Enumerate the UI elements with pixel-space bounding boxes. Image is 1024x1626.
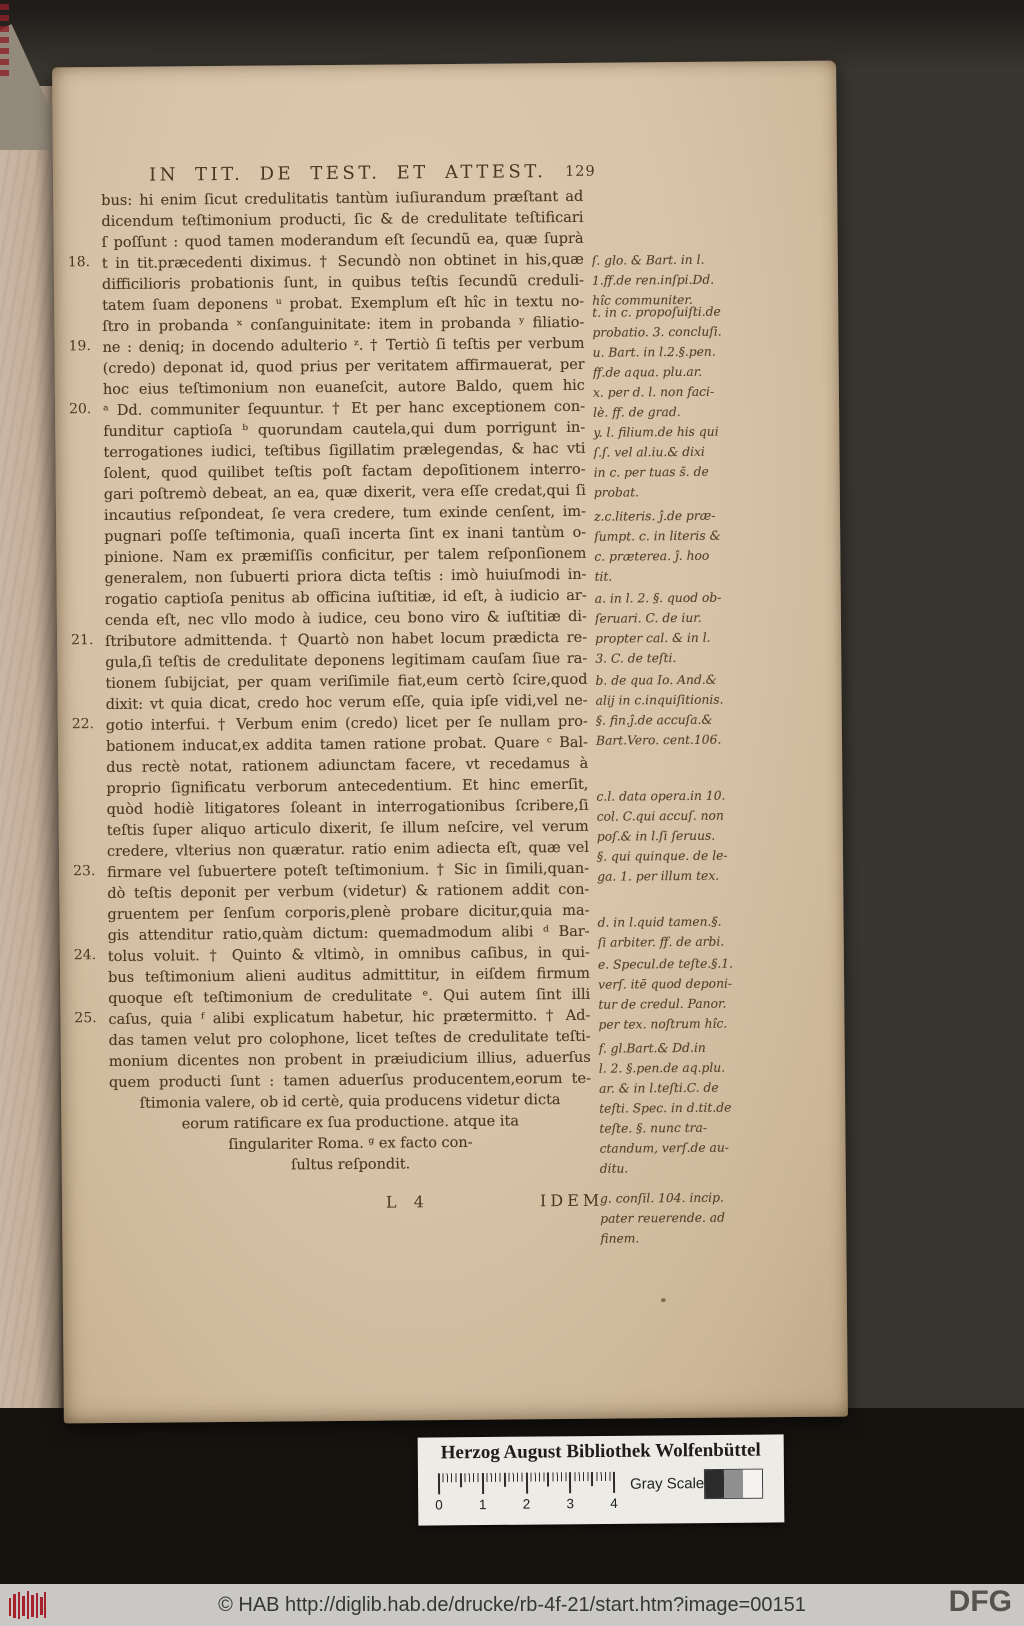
margin-note-line: ff.de aqua. plu.ar. [592,364,703,380]
body-line: bus teſtimonium alieni auditus admittitur, in eiſdem firmum [107,965,591,986]
margin-note-line: ga. 1. per illum tex. [597,868,720,884]
body-line: ſtributore admittenda. † Quartò non habet locum prædicta re- [105,629,588,651]
body-line: ſingulariter Roma. ᵍ ex facto con- [228,1134,473,1153]
margin-note-block [595,587,776,669]
paragraph-number: 23. [73,863,96,880]
body-line: gotio interfui. † Verbum enim (credo) licet per ſe nullam pro- [105,713,588,735]
margin-note-line: poſ.& in l.ſi ſeruus. [596,828,716,844]
body-line: ne : deniq; in docendo adulterio ᶻ. † Tertiò ſi teſtis per verbum [102,335,585,357]
margin-note-line: y. l. filium.de his qui [593,424,719,440]
margin-note-line: d. in l.quid tamen.§. [597,914,722,930]
body-line: dus rectè notat, rationem adiunctam facere, vt recedamus à [106,755,589,777]
body-lines [101,187,592,1178]
margin-note-line: §. fin.ĵ.de accuſa.& [595,712,713,728]
ruler-major-tick [438,1473,440,1494]
margin-note-line: x. per d. l. non faci- [592,384,715,400]
margin-note-line: lè. ff. de grad. [593,404,681,420]
ruler-medium-tick [547,1472,549,1486]
margin-note-line: t. in c. propoſuiſti.de [592,304,721,320]
body-line: ſolent, quod quilibet teſtis poſt factam depoſitionem interro- [103,461,586,483]
paragraph-number: 18. [67,254,91,271]
signature-mark: L 4 [385,1192,430,1212]
margin-note-line: ſeruari. C. de iur. [594,610,702,626]
body-line: tatem ſuam deponens ᵘ probat. Exemplum eſt hîc in textu no- [102,293,585,315]
margin-note-line: §. qui quinque. de le- [596,848,728,864]
body-line: funditur captioſa ᵇ quorundam cautela,qui dum porrigunt in- [103,419,586,441]
body-line: tolus voluit. † Quinto & vltimò, in omnibus caſibus, in qui- [107,944,590,965]
body-line: teſtis ſuper aliquo articulo dixerit, ſe illum neſcire, vel verum [106,818,589,839]
library-name: Herzog August Bibliothek Wolfenbüttel [440,1439,761,1464]
margin-note-block [594,505,775,587]
signature-line [110,1190,604,1219]
margin-note-line: verſ. itē quod deponi- [598,976,733,992]
ruler-major-tick [482,1473,484,1494]
margin-note-line: l. 2. §.pen.de aq.plu. [598,1060,726,1076]
paper-speck [661,1298,666,1302]
catchword: IDEM [539,1190,604,1211]
margin-note-line: b. de qua Io. And.& [595,672,717,688]
margin-note-block [597,911,777,953]
margin-note-line: propter cal. & in l. [595,630,711,646]
body-line: bationem inducat,ex addita tamen ratione probat. Quare ᶜ Bal- [105,734,589,756]
body-line: rogatio captioſa penitus ab officina iuſtitiæ, id eſt, à iudicio ar- [104,587,587,609]
page-number: 129 [564,163,596,180]
gray-scale-square [743,1470,762,1498]
margin-note-line: col. C.qui accuſ. non [596,808,724,824]
paragraph-number: 19. [68,338,91,355]
margin-note-line: c. præterea. ĵ. hoo [594,548,710,564]
margin-note-block [598,953,779,1035]
body-line: ſtimonia valere, ob id certè, quia producens videtur dicta [139,1092,561,1112]
viewer-footer-bar [0,1584,1024,1626]
body-line: ſtro in probanda ˣ conſanguinitate: item in probanda ʸ filiatio- [102,314,585,336]
margin-note-line: tur de credul. Panor. [598,996,727,1012]
margin-note-line: tit. [594,569,613,584]
page-edge-red-marks-icon [0,4,9,76]
ruler-medium-tick [504,1473,506,1487]
paragraph-number: 25. [74,1010,97,1027]
margin-note-line: ar. & in l.teſti.C. de [598,1080,719,1096]
body-line: caſus, quia ᶠ alibi explicatum habetur, hic prætermitto. † Ad- [108,1007,591,1028]
ruler-major-tick [569,1472,571,1493]
margin-note-line: 3. C. de teſti. [595,651,677,666]
body-line: dicendum teſtimonium producti, ſic & de credulitate teſtificari [101,209,584,231]
body-line: proprio ſignificatu verborum antecedentium. Et hinc emerſit, [106,776,589,797]
book-page [52,61,848,1424]
ruler [435,1472,618,1520]
body-line: t in tit.præcedenti diximus. † Secundò non obtinet in his,quæ [101,251,584,273]
margin-note-block [595,669,776,751]
body-line: gari poſtremò debeat, an ea, quæ dixerit, vera eſſe credat,qui ſi [103,482,586,504]
margin-note-line: probatio. 3. concluſi. [592,324,722,340]
background-top-shadow [0,0,1024,70]
margin-note-line: Bart.Vero. cent.106. [595,732,722,748]
body-line: firmare vel ſubuertere poteſt teſtimonium. † Sic in ſimili,quan- [107,860,590,881]
ruler-label: 4 [610,1495,618,1511]
body-line: credere, vlterius non quæratur. ratio enim adiecta eſt, quæ vel [106,839,589,860]
margin-note-line: a. in l. 2. §. quod ob- [594,590,722,606]
margin-note-line: 1.ff.de ren.inſpi.Dd. [591,272,715,288]
body-line: quòd hodiè litigatores ſoleant in interrogationibus ſcribere,ſi [106,797,589,818]
margin-note-line: teſti. Spec. in d.tit.de [599,1100,732,1116]
dfg-logo: DFG [948,1585,1012,1618]
body-line: difficilioris probationis ſunt, in quibus teſtis ſecundũ creduli- [101,272,585,294]
body-line: ᵃ Dd. communiter ſequuntur. † Et per hanc exceptionem con- [103,398,586,420]
source-url-text: © HAB http://diglib.hab.de/drucke/rb-4f-21/start.htm?image=00151 [218,1594,806,1616]
body-line: ſ poſſunt : quod tamen moderandum eſt ſecundũ ea, quæ ſuprà [101,230,584,252]
body-line: incautius reſpondeat, ſe vera credere, tum exinde cenſent, im- [103,503,587,525]
margin-note-line: f. gl.Bart.& Dd.in [598,1040,706,1056]
body-line: quoque eſt teſtimonium de credulitate ᵉ. Qui autem ſint illi [108,986,591,1007]
body-line: dixit: vt quia dicat, credo hoc verum eſſe, quia ipſe vidi,vel ne- [105,692,588,714]
margin-note-line: hîc communiter. [592,292,693,308]
ruler-label: 3 [566,1496,575,1512]
margin-note-line: probat. [593,485,640,500]
ruler-label: 0 [435,1497,443,1513]
body-line: (credo) deponat id, quod prius per veritatem affirmauerat, per [102,356,585,378]
ruler-label: 2 [522,1496,531,1512]
ruler-medium-tick [591,1472,593,1486]
body-line: pugnari poſſe teſtimonia, quaſi incerta ſint ex inani tantùm o- [104,524,587,546]
ruler-medium-tick [460,1473,462,1487]
body-line: gula,ſi teſtis de credulitate deponens legitimam cauſam ſiue ra- [105,650,588,672]
body-line: terrogationes iudici, teſtibus ſigillatim prælegendas, & hac vti [103,440,586,462]
body-line: ſultus reſpondit. [291,1156,411,1174]
margin-note-line: ctandum, verſ.de au- [599,1140,730,1156]
margin-note-line: c.l. data opera.in 10. [596,788,726,804]
margin-note-line: finem. [600,1231,640,1246]
gray-scale-square [724,1470,743,1498]
body-line: quem producti ſunt : tamen aduerſus producentem,eorum te- [108,1070,592,1091]
margin-note-line: e. Specul.de teſte.§.1. [597,956,734,972]
paragraph-number: 20. [69,401,92,418]
margin-note-line: z.c.literis. ĵ.de præ- [593,508,716,524]
margin-note-line: ſi arbiter. ff. de arbi. [597,934,725,950]
margin-note-line: alij in c.inquiſitionis. [595,692,724,708]
ruler-major-tick [525,1473,527,1494]
margin-note-line: per tex. noſtrum hîc. [598,1016,728,1032]
body-line: bus: hi enim ſicut credulitatis tantùm iuſiurandum præſtant ad [101,188,584,210]
margin-note-line: ditu. [599,1161,629,1176]
body-line: monium dicentes non probent in præiudicium illius, aduerſus [108,1049,591,1070]
paragraph-number: 24. [73,947,97,964]
gray-scale-label: Gray Scale [629,1475,705,1493]
margin-note-line: ſ.ſ. vel al.iu.& dixi [593,444,705,460]
ruler-major-tick [613,1472,615,1493]
body-line: gruentem per ſenſum corporis,plenè probare dicitur,quia ma- [107,902,590,923]
calibration-card [418,1434,785,1525]
body-line: das tamen velut pro colophone, licet teſtes de credulitate teſti- [108,1028,591,1049]
body-line: gis attenditur ratio,quàm dictum: quemadmodum alibi ᵈ Bar- [107,923,590,944]
margin-note-line: g. conſil. 104. incip. [599,1190,724,1206]
body-line: dò teſtis deponit per verbum (videtur) & rationem addit con- [107,881,590,902]
body-line: generalem, non ſubuerti priora dicta teſtis : imò huiuſmodi in- [104,566,587,588]
ruler-label: 1 [478,1497,487,1513]
margin-note-line: pater reuerende. ad [600,1210,726,1226]
gray-scale-square [705,1470,724,1498]
margin-note-line: ſ. glo. & Bart. in l. [591,252,705,268]
running-title: IN TIT. DE TEST. ET ATTEST. [148,161,547,186]
body-line: pinione. Nam ex præmiſſis conficitur, per talem reſponſionem [104,545,587,567]
body-line: cenda eſt, nec vllo modo à iudice, ceu bono viro & iuſtitiæ di- [104,608,587,630]
body-line: tionem ſubijciat, per quam veriſimile fiat,eum certò ſcire,quod [105,671,588,693]
paragraph-number: 21. [71,632,94,649]
margin-note-line: teſte. §. nunc tra- [599,1120,708,1136]
margin-note-block [600,1187,781,1249]
body-line: hoc eius teſtimonium non euaneſcit, autore Baldo, quem hic [102,377,585,399]
margin-note-line: ſumpt. c. in literis & [594,528,721,544]
body-line: eorum ratificare ex ſua productione. atque ita [181,1113,520,1133]
margin-note-block [599,1037,780,1179]
margin-note-line: u. Bart. in l.2.§.pen. [592,344,716,360]
margin-note-block [596,785,777,887]
gray-scale-squares [704,1469,763,1500]
margin-note-block [592,301,774,503]
paragraph-number: 22. [71,716,95,733]
margin-note-line: in c. per tuas s̄. de [593,464,709,480]
